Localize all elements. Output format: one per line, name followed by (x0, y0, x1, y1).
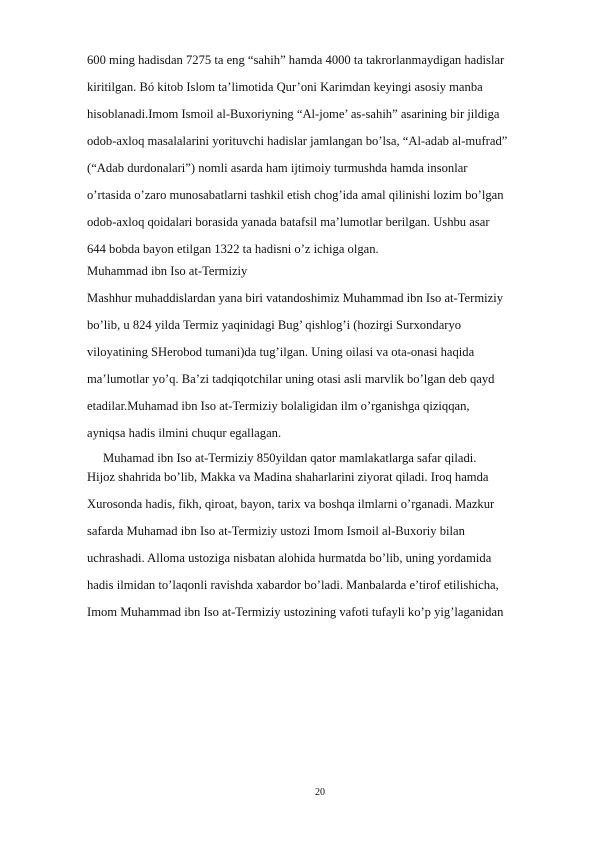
section-heading: Muhammad ibn Iso at-Termiziy (87, 264, 248, 278)
body-text-line: odob-axloq masalalarini yorituvchi hadislar jamlangan bo’lsa, “Al-adab al-mufrad” (87, 134, 508, 148)
body-text-line: hisoblanadi.Imom Ismoil al-Buxoriyning “Al-jome’ as-sahih” asarining bir jildiga (87, 107, 500, 121)
body-text-line: 600 ming hadisdan 7275 ta eng “sahih” hamda 4000 ta takrorlanmaydigan hadislar (87, 53, 505, 67)
body-text-line: (“Adab durdonalari”) nomli asarda ham ijtimoiy turmushda hamda insonlar (87, 161, 468, 175)
body-text-line: ma’lumotlar yo’q. Ba’zi tadqiqotchilar uning otasi asli marvlik bo’lgan deb qayd (87, 372, 495, 386)
body-text-line: Xurosonda hadis, fikh, qiroat, bayon, tarix va boshqa ilmlarni o’rganadi. Mazkur (87, 497, 495, 511)
body-text-line: odob-axloq qoidalari borasida yanada batafsil ma’lumotlar berilgan. Ushbu asar (87, 215, 490, 229)
body-text-line: hadis ilmidan to’laqonli ravishda xabardor bo’ladi. Manbalarda e’tirof etilishicha, (87, 578, 499, 592)
body-text-line: Muhamad ibn Iso at-Termiziy 850yildan qator mamlakatlarga safar qiladi. (103, 451, 477, 465)
body-text-line: Imom Muhammad ibn Iso at-Termiziy ustozining vafoti tufayli ko’p yig’laganidan (87, 605, 504, 619)
body-text-line: viloyatining SHerobod tumani)da tug’ilgan. Uning oilasi va ota-onasi haqida (87, 345, 475, 359)
body-text-line: Mashhur muhaddislardan yana biri vatandoshimiz Muhammad ibn Iso at-Termiziy (87, 291, 504, 305)
body-text-line: ayniqsa hadis ilmini chuqur egallagan. (87, 426, 282, 440)
body-text-line: Hijoz shahrida bo’lib, Makka va Madina shaharlarini ziyorat qiladi. Iroq hamda (87, 470, 489, 484)
body-text-line: kiritilgan. Bó kitob Islom ta’limotida Qur’oni Karimdan keyingi asosiy manba (87, 80, 483, 94)
body-text-line: o’rtasida o’zaro munosabatlarni tashkil etish chog’ida amal qilinishi lozim bo’lgan (87, 188, 504, 202)
body-text-line: bo’lib, u 824 yilda Termiz yaqinidagi Bug’ qishlog’i (hozirgi Surxondaryo (87, 318, 462, 332)
page-number: 20 (315, 787, 325, 798)
body-text-line: safarda Muhamad ibn Iso at-Termiziy ustozi Imom Ismoil al-Buxoriy bilan (87, 524, 465, 538)
body-text-line: etadilar.Muhamad ibn Iso at-Termiziy bolaligidan ilm o’rganishga qiziqqan, (87, 399, 470, 413)
body-text-line: uchrashadi. Alloma ustoziga nisbatan alohida hurmatda bo’lib, uning yordamida (87, 551, 492, 565)
body-text-line: 644 bobda bayon etilgan 1322 ta hadisni o’z ichiga olgan. (87, 242, 379, 256)
